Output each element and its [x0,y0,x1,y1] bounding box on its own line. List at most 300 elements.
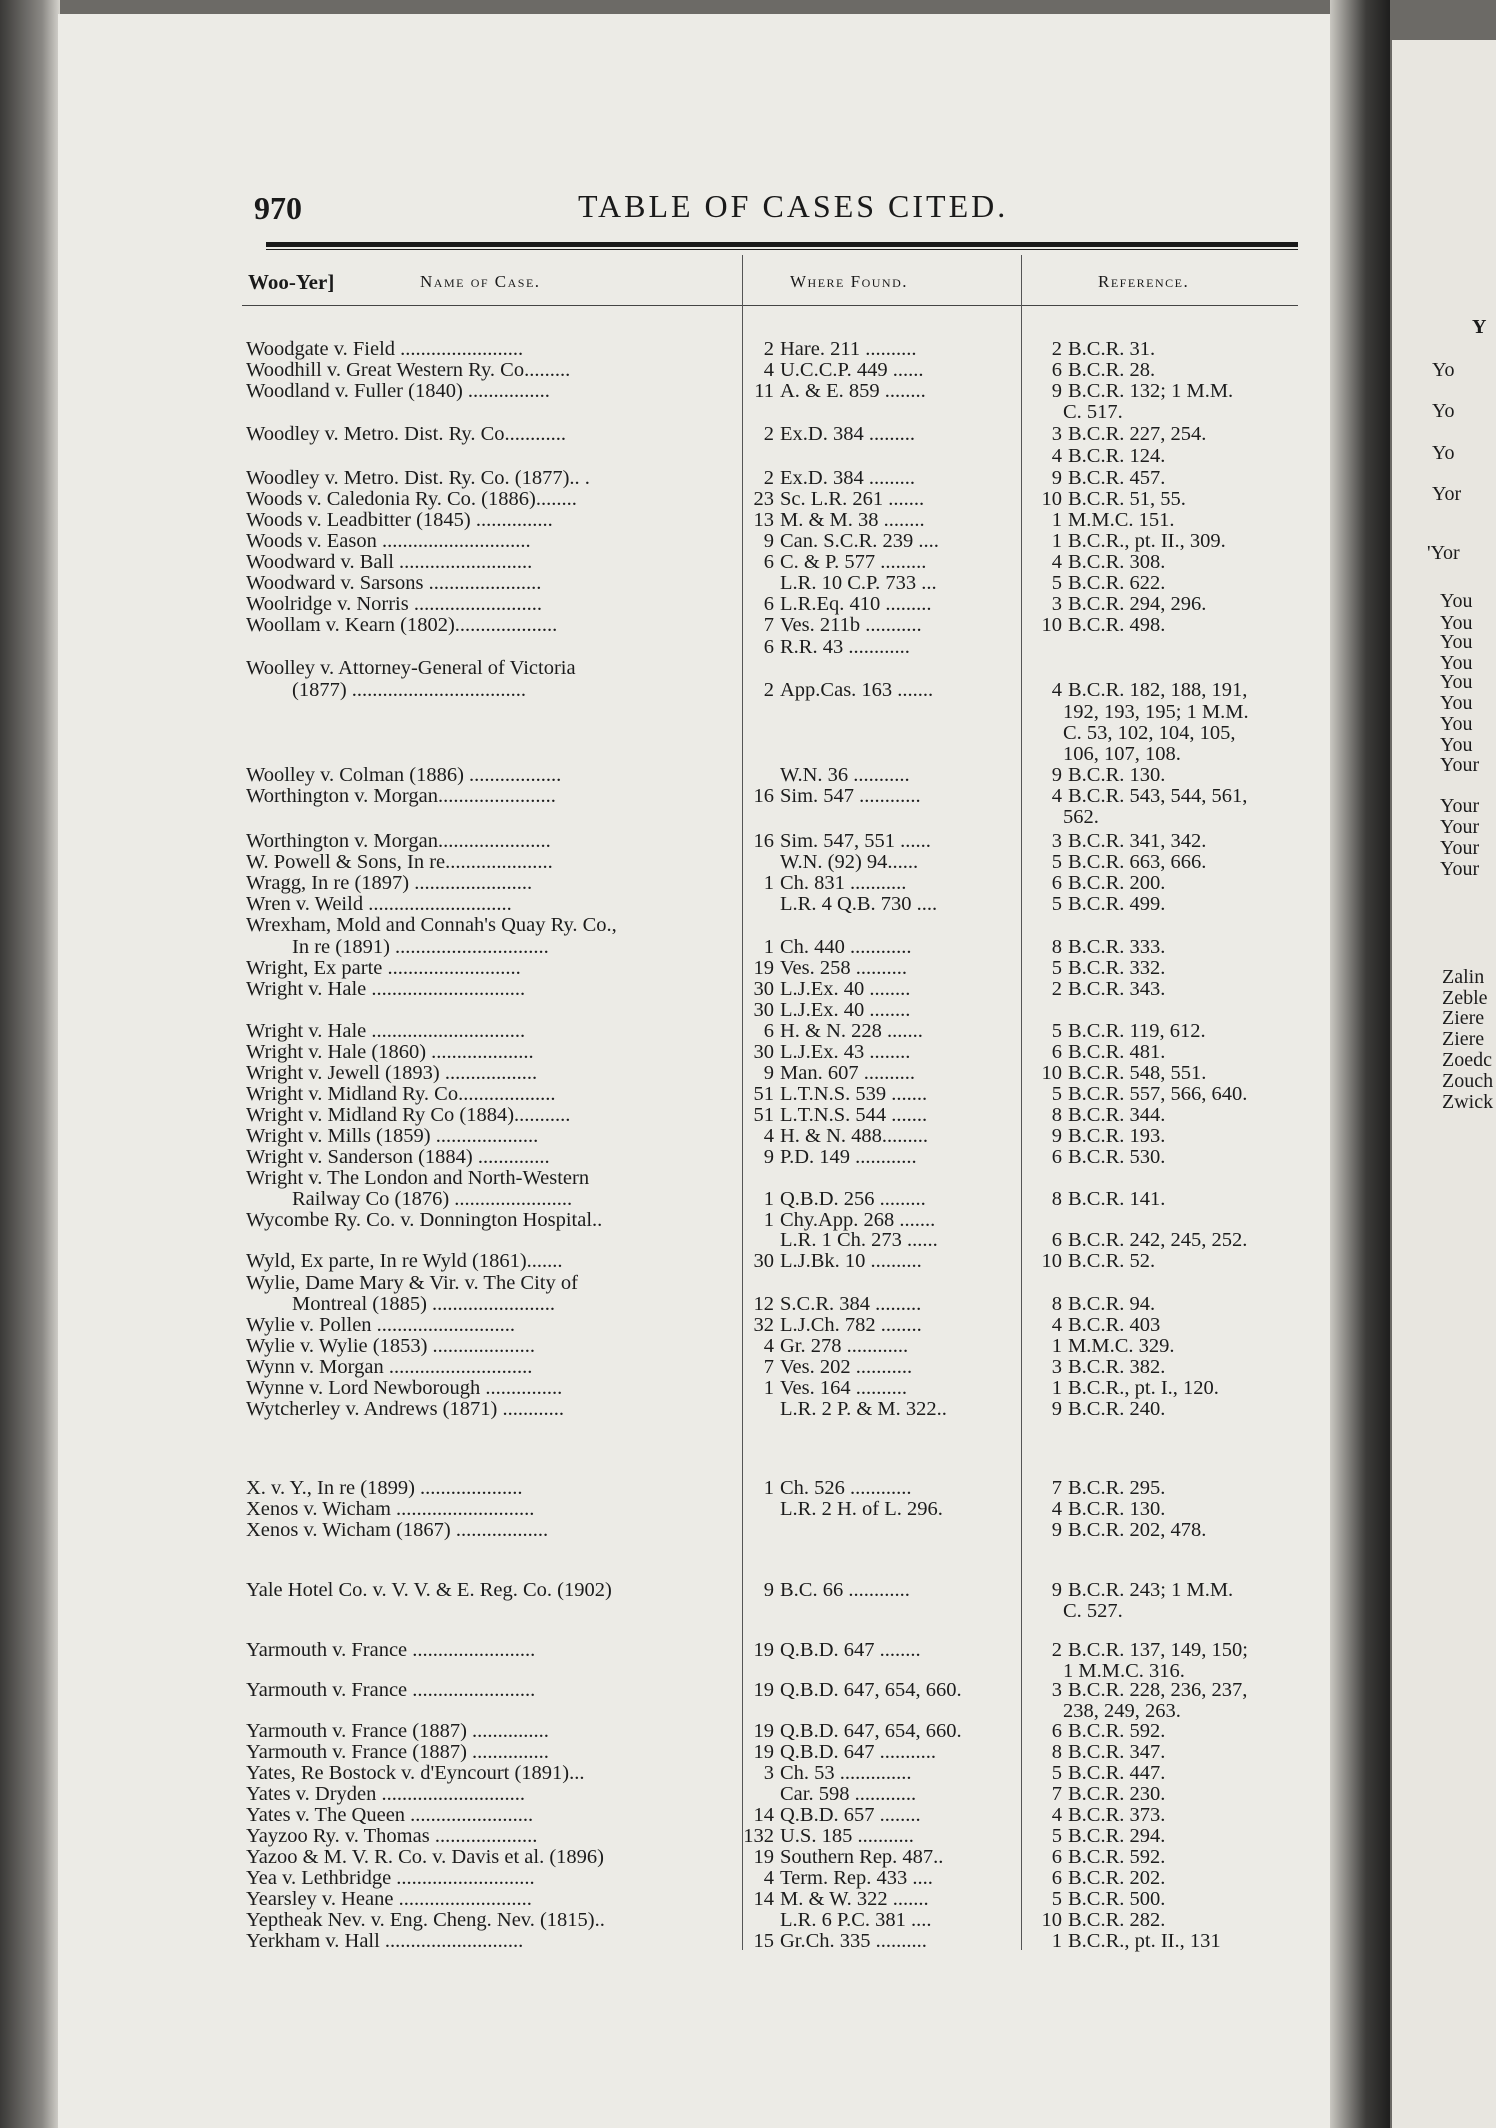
reference-volume: 4 [1051,785,1062,807]
case-name: Wright v. Midland Ry. Co................... [246,1083,556,1105]
case-name: (1877) .................................. [292,679,527,701]
case-name: Wright v. Mills (1859) .................... [246,1125,539,1147]
volume: 9 [763,530,774,552]
reference: B.C.R. 592. [1068,1846,1166,1868]
reference-volume: 9 [1051,1125,1062,1147]
reference-volume: 5 [1051,1825,1062,1847]
reference-volume: 8 [1051,1741,1062,1763]
case-name: Wytcherley v. Andrews (1871) ............ [246,1398,564,1420]
reference: B.C.R. 294, 296. [1068,593,1207,615]
volume: 14 [753,1804,774,1826]
case-name: Woodland v. Fuller (1840) ................ [246,380,550,402]
volume: 4 [763,1335,774,1357]
where-found: Hare. 211 .......... [780,338,917,360]
reference: B.C.R. 132; 1 M.M. [1068,380,1234,402]
volume: 1 [763,1188,774,1210]
case-name: Yates v. The Queen ........................ [246,1804,534,1826]
where-found: Ch. 440 ............ [780,936,912,958]
reference-volume: 3 [1051,1356,1062,1378]
case-name: Woolridge v. Norris ......................... [246,593,542,615]
volume: 6 [763,551,774,573]
reference-volume: 1 [1051,1377,1062,1399]
volume: 12 [753,1293,774,1315]
where-found: L.R. 4 Q.B. 730 .... [780,893,938,915]
case-name: Railway Co (1876) ....................... [292,1188,573,1210]
case-name: Woodley v. Metro. Dist. Ry. Co............ [246,423,567,445]
reference: B.C.R. 332. [1068,957,1166,979]
reference-volume: 6 [1051,1146,1062,1168]
column-header-where-found: Where Found. [790,272,908,291]
where-found: B.C. 66 ............ [780,1579,910,1601]
reference-volume: 2 [1051,338,1062,360]
reference-volume: 1 [1051,530,1062,552]
volume: 6 [763,593,774,615]
next-page-fragment: Your [1440,816,1480,838]
reference-volume: 4 [1051,1804,1062,1826]
volume: 7 [763,614,774,636]
reference: B.C.R. 543, 544, 561, [1068,785,1248,807]
case-name: Yates, Re Bostock v. d'Eyncourt (1891)... [246,1762,585,1784]
volume: 19 [753,957,774,979]
where-found: Man. 607 .......... [780,1062,915,1084]
volume: 6 [763,636,774,658]
reference-volume: 2 [1051,1639,1062,1661]
reference-continued: 1 M.M.C. 316. [1063,1660,1185,1682]
next-page-fragment: Zouch [1442,1070,1494,1092]
volume: 1 [763,872,774,894]
reference-volume: 3 [1051,423,1062,445]
case-name: Wright v. Midland Ry Co (1884)........... [246,1104,571,1126]
where-found: L.R. 10 C.P. 733 ... [780,572,937,594]
reference: B.C.R. 94. [1068,1293,1156,1315]
reference-volume: 3 [1051,593,1062,615]
reference: B.C.R. 28. [1068,359,1156,381]
reference-volume: 10 [1041,1062,1062,1084]
where-found: Ves. 258 .......... [780,957,907,979]
reference: M.M.C. 329. [1068,1335,1175,1357]
case-name: Yerkham v. Hall ........................... [246,1930,524,1952]
next-page-fragment: Your [1440,795,1480,817]
case-name: Wylie v. Pollen ........................... [246,1314,516,1336]
where-found: U.C.C.P. 449 ...... [780,359,924,381]
reference-volume: 6 [1051,1720,1062,1742]
volume: 1 [763,1377,774,1399]
reference: 192, 193, 195; 1 M.M. [1063,701,1249,723]
volume: 11 [754,380,774,402]
next-page-fragment: Ziere [1442,1028,1485,1050]
volume: 2 [763,338,774,360]
volume: 132 [743,1825,774,1847]
where-found: Sim. 547, 551 ...... [780,830,931,852]
volume: 30 [753,1250,774,1272]
reference-volume: 5 [1051,957,1062,979]
case-name: Worthington v. Morgan...................... [246,830,551,852]
reference: B.C.R. 447. [1068,1762,1166,1784]
case-name: Yearsley v. Heane .......................... [246,1888,532,1910]
reference-volume: 6 [1051,359,1062,381]
reference-volume: 4 [1051,1314,1062,1336]
reference-volume: 6 [1051,1229,1062,1251]
reference-volume: 10 [1041,488,1062,510]
case-name: Yates v. Dryden ............................ [246,1783,526,1805]
case-name: Montreal (1885) ........................ [292,1293,556,1315]
volume: 23 [753,488,774,510]
reference: B.C.R. 530. [1068,1146,1166,1168]
where-found: L.J.Ex. 40 ........ [780,999,911,1021]
reference-continued: C. 517. [1063,401,1123,423]
where-found: Ex.D. 384 ......... [780,467,915,489]
case-name: Wright, Ex parte .......................... [246,957,521,979]
reference: B.C.R. 141. [1068,1188,1166,1210]
reference: B.C.R. 31. [1068,338,1156,360]
reference: B.C.R. 622. [1068,572,1166,594]
reference: M.M.C. 151. [1068,509,1175,531]
volume: 4 [763,1867,774,1889]
case-name: Woollam v. Kearn (1802).................... [246,614,558,636]
volume: 30 [753,999,774,1021]
reference: B.C.R. 308. [1068,551,1166,573]
volume: 30 [753,1041,774,1063]
next-page-fragment: Yo [1432,359,1455,381]
case-name: Woodgate v. Field ........................ [246,338,524,360]
volume: 13 [753,509,774,531]
volume: 32 [753,1314,774,1336]
where-found: P.D. 149 ............ [780,1146,917,1168]
case-name: Worthington v. Morgan....................... [246,785,556,807]
reference: B.C.R. 228, 236, 237, [1068,1679,1248,1701]
where-found: H. & N. 488......... [780,1125,929,1147]
reference: 562. [1063,806,1099,828]
volume: 15 [753,1930,774,1952]
where-found: L.J.Ex. 43 ........ [780,1041,911,1063]
reference: B.C.R. 240. [1068,1398,1166,1420]
where-found: Q.B.D. 256 ......... [780,1188,926,1210]
reference-volume: 4 [1051,1498,1062,1520]
volume: 6 [763,1020,774,1042]
where-found: Q.B.D. 647, 654, 660. [780,1679,962,1701]
volume: 9 [763,1146,774,1168]
case-name: Yazoo & M. V. R. Co. v. Davis et al. (1896) [246,1846,604,1868]
column-header-rule [242,305,1298,306]
reference: B.C.R. 51, 55. [1068,488,1186,510]
reference-volume: 10 [1041,614,1062,636]
reference: B.C.R. 193. [1068,1125,1166,1147]
reference: B.C.R. 341, 342. [1068,830,1207,852]
reference: B.C.R. 548, 551. [1068,1062,1207,1084]
where-found: Term. Rep. 433 .... [780,1867,933,1889]
case-name: Wylie, Dame Mary & Vir. v. The City of [246,1272,578,1294]
case-name: Yarmouth v. France ........................ [246,1639,536,1661]
next-page-fragment: Your [1440,858,1480,880]
case-name: Woodward v. Ball .......................... [246,551,533,573]
reference-volume: 4 [1051,679,1062,701]
case-name: Wrexham, Mold and Connah's Quay Ry. Co., [246,914,617,936]
reference-volume: 5 [1051,1020,1062,1042]
where-found: Gr. 278 ............ [780,1335,909,1357]
reference-volume: 8 [1051,936,1062,958]
reference-volume: 5 [1051,572,1062,594]
reference: B.C.R. 592. [1068,1720,1166,1742]
reference: B.C.R. 200. [1068,872,1166,894]
reference: B.C.R. 182, 188, 191, [1068,679,1248,701]
next-page-fragment: Ziere [1442,1007,1485,1029]
where-found: Q.B.D. 647 ........ [780,1639,921,1661]
case-name: Woodward v. Sarsons ...................... [246,572,542,594]
reference: B.C.R. 119, 612. [1068,1020,1206,1042]
where-found: L.R. 6 P.C. 381 .... [780,1909,932,1931]
reference-volume: 2 [1051,978,1062,1000]
next-page-fragment: 'Yor [1427,542,1460,564]
where-found: Ch. 831 ........... [780,872,907,894]
volume: 2 [763,423,774,445]
page-gutter-shadow [1330,0,1390,2128]
where-found: W.N. (92) 94...... [780,851,919,873]
reference-volume: 6 [1051,1867,1062,1889]
case-name: Wylie v. Wylie (1853) .................... [246,1335,536,1357]
where-found: L.R.Eq. 410 ......... [780,593,932,615]
next-page-fragment: Yo [1432,400,1455,422]
next-page-fragment: Your [1440,754,1480,776]
reference: B.C.R. 347. [1068,1741,1166,1763]
where-found: C. & P. 577 ......... [780,551,927,573]
where-found: Car. 598 ............ [780,1783,917,1805]
reference: B.C.R. 500. [1068,1888,1166,1910]
where-found: Q.B.D. 647 ........... [780,1741,937,1763]
reference: C. 53, 102, 104, 105, [1063,722,1236,744]
reference: B.C.R. 295. [1068,1477,1166,1499]
reference: B.C.R. 130. [1068,764,1166,786]
reference: B.C.R. 382. [1068,1356,1166,1378]
reference-volume: 1 [1051,1930,1062,1952]
reference: B.C.R. 52. [1068,1250,1156,1272]
next-page-fragment: You [1440,590,1473,612]
column-header-reference: Reference. [1098,272,1190,291]
reference-volume: 7 [1051,1783,1062,1805]
reference: B.C.R. 457. [1068,467,1166,489]
case-name: Yea v. Lethbridge ........................... [246,1867,535,1889]
reference-volume: 5 [1051,1083,1062,1105]
reference-volume: 9 [1051,380,1062,402]
reference-volume: 3 [1051,830,1062,852]
reference: B.C.R. 481. [1068,1041,1166,1063]
where-found: L.J.Ex. 40 ........ [780,978,911,1000]
where-found: L.R. 2 P. & M. 322.. [780,1398,947,1420]
where-found: Sc. L.R. 261 ....... [780,488,925,510]
next-page-fragment: You [1440,631,1473,653]
next-page-fragment: Yo [1432,442,1455,464]
next-page-fragment: You [1440,652,1473,674]
volume: 16 [753,830,774,852]
where-found: Q.B.D. 657 ........ [780,1804,921,1826]
page-title: TABLE OF CASES CITED. [578,188,1009,224]
reference-continued: 238, 249, 263. [1063,1700,1181,1722]
reference: B.C.R. 130. [1068,1498,1166,1520]
volume: 19 [753,1846,774,1868]
header-rule [266,242,1298,247]
reference: B.C.R. 242, 245, 252. [1068,1229,1248,1251]
reference-volume: 6 [1051,872,1062,894]
reference-volume: 6 [1051,1846,1062,1868]
where-found: Southern Rep. 487.. [780,1846,944,1868]
reference: B.C.R. 294. [1068,1825,1166,1847]
case-name: W. Powell & Sons, In re..................... [246,851,553,873]
reference: B.C.R. 137, 149, 150; [1068,1639,1248,1661]
case-name: Wright v. Hale .............................. [246,1020,526,1042]
where-found: A. & E. 859 ........ [780,380,926,402]
case-name: Woolley v. Attorney-General of Victoria [246,657,576,679]
reference: B.C.R. 498. [1068,614,1166,636]
case-name: Wright v. Jewell (1893) .................. [246,1062,538,1084]
where-found: Ves. 211b ........... [780,614,922,636]
volume: 16 [753,785,774,807]
reference-volume: 4 [1051,551,1062,573]
case-name: Wynne v. Lord Newborough ............... [246,1377,563,1399]
reference-volume: 9 [1051,764,1062,786]
where-found: Q.B.D. 647, 654, 660. [780,1720,962,1742]
next-page-fragment: You [1440,692,1473,714]
reference: B.C.R. 227, 254. [1068,423,1207,445]
volume: 19 [753,1639,774,1661]
case-name: Yale Hotel Co. v. V. V. & E. Reg. Co. (1902) [246,1579,612,1601]
where-found: Ch. 53 .............. [780,1762,912,1784]
volume: 3 [763,1762,774,1784]
reference-volume: 7 [1051,1477,1062,1499]
case-name: Wright v. Sanderson (1884) .............. [246,1146,550,1168]
reference: B.C.R. 343. [1068,978,1166,1000]
case-name: Yayzoo Ry. v. Thomas .................... [246,1825,538,1847]
volume: 1 [763,1209,774,1231]
volume: 14 [753,1888,774,1910]
case-name: Woods v. Caledonia Ry. Co. (1886)........ [246,488,577,510]
volume: 51 [753,1083,774,1105]
reference-volume: 5 [1051,1888,1062,1910]
reference: 106, 107, 108. [1063,743,1181,765]
reference-volume: 8 [1051,1104,1062,1126]
volume: 30 [753,978,774,1000]
reference-volume: 10 [1041,1250,1062,1272]
volume: 9 [763,1062,774,1084]
case-name: Yarmouth v. France (1887) ............... [246,1720,549,1742]
reference: B.C.R. 124. [1068,445,1166,467]
case-name: Xenos v. Wicham (1867) .................. [246,1519,549,1541]
reference: B.C.R., pt. II., 131 [1068,1930,1221,1952]
case-name: Yarmouth v. France ........................ [246,1679,536,1701]
where-found: M. & M. 38 ........ [780,509,925,531]
where-found: R.R. 43 ............ [780,636,910,658]
next-page-fragment: You [1440,713,1473,735]
where-found: W.N. 36 ........... [780,764,910,786]
case-name: Wright v. Hale .............................. [246,978,526,1000]
case-name: Yeptheak Nev. v. Eng. Cheng. Nev. (1815).. [246,1909,605,1931]
reference: B.C.R. 663, 666. [1068,851,1207,873]
reference: B.C.R. 202. [1068,1867,1166,1889]
where-found: M. & W. 322 ....... [780,1888,929,1910]
volume: 19 [753,1741,774,1763]
reference-volume: 3 [1051,1679,1062,1701]
reference-volume: 9 [1051,1579,1062,1601]
next-page-fragment: Zoedc [1442,1049,1492,1071]
where-found: Can. S.C.R. 239 .... [780,530,939,552]
next-page-fragment: You [1440,734,1473,756]
volume: 4 [763,1125,774,1147]
volume: 19 [753,1720,774,1742]
reference-volume: 9 [1051,1398,1062,1420]
reference-volume: 5 [1051,893,1062,915]
where-found: L.R. 1 Ch. 273 ...... [780,1229,938,1251]
book-binding-edge [0,0,60,2128]
volume: 1 [763,936,774,958]
column-header-name: Name of Case. [420,272,541,291]
next-page-fragment: Zeble [1442,987,1488,1009]
case-name: Yarmouth v. France (1887) ............... [246,1741,549,1763]
where-found: Ves. 202 ........... [780,1356,913,1378]
where-found: Ves. 164 .......... [780,1377,907,1399]
where-found: S.C.R. 384 ......... [780,1293,922,1315]
case-name: Wycombe Ry. Co. v. Donnington Hospital.. [246,1209,603,1231]
case-name: Wynn v. Morgan ............................ [246,1356,533,1378]
case-name: In re (1891) .............................. [292,936,549,958]
reference: B.C.R. 373. [1068,1804,1166,1826]
reference-volume: 5 [1051,1762,1062,1784]
where-found: L.R. 2 H. of L. 296. [780,1498,943,1520]
where-found: Ch. 526 ............ [780,1477,912,1499]
where-found: App.Cas. 163 ....... [780,679,934,701]
reference: B.C.R. 344. [1068,1104,1166,1126]
reference: B.C.R., pt. II., 309. [1068,530,1226,552]
case-name: Woodley v. Metro. Dist. Ry. Co. (1877).. . [246,467,590,489]
reference-volume: 9 [1051,1519,1062,1541]
where-found: Gr.Ch. 335 .......... [780,1930,927,1952]
next-page-fragment: Yor [1432,483,1462,505]
volume: 9 [763,1579,774,1601]
reference-volume: 10 [1041,1909,1062,1931]
reference-volume: 1 [1051,509,1062,531]
reference-volume: 8 [1051,1293,1062,1315]
reference-volume: 4 [1051,445,1062,467]
case-name: Woods v. Leadbitter (1845) ............... [246,509,553,531]
header-rule-thin [266,249,1298,250]
case-name: Wright v. The London and North-Western [246,1167,590,1189]
volume: 7 [763,1356,774,1378]
reference-volume: 1 [1051,1335,1062,1357]
reference: B.C.R. 403 [1068,1314,1161,1336]
reference-volume: 9 [1051,467,1062,489]
case-name: Woods v. Eason ............................. [246,530,531,552]
volume: 4 [763,359,774,381]
where-found: L.J.Bk. 10 .......... [780,1250,922,1272]
reference: B.C.R. 557, 566, 640. [1068,1083,1248,1105]
reference: B.C.R. 202, 478. [1068,1519,1207,1541]
next-page-fragment: You [1440,671,1473,693]
reference-volume: 8 [1051,1188,1062,1210]
where-found: U.S. 185 ........... [780,1825,914,1847]
volume: 1 [763,1477,774,1499]
volume: 51 [753,1104,774,1126]
reference: B.C.R. 282. [1068,1909,1166,1931]
case-name: Wren v. Weild ............................ [246,893,512,915]
volume: 19 [753,1679,774,1701]
where-found: Sim. 547 ............ [780,785,921,807]
case-name: Xenos v. Wicham ........................... [246,1498,535,1520]
next-page-fragment: Y [1472,316,1487,338]
range-label: Woo-Yer] [248,270,335,294]
volume: 2 [763,467,774,489]
reference: B.C.R. 499. [1068,893,1166,915]
case-name: Wyld, Ex parte, In re Wyld (1861)....... [246,1250,563,1272]
where-found: Chy.App. 268 ....... [780,1209,936,1231]
reference: B.C.R. 243; 1 M.M. [1068,1579,1234,1601]
reference: B.C.R. 230. [1068,1783,1166,1805]
